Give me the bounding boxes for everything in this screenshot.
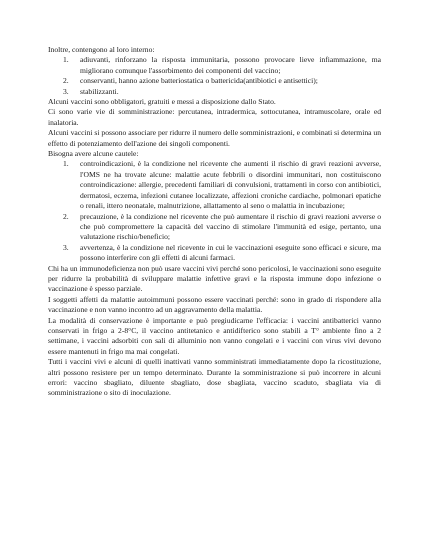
autoimmune-paragraph: I soggetti affetti da malattie autoimmuni possono essere vaccinati perché: sono in grado di rispondere alla vaccinazione e non vanno incontro ad un aggravamento della malattia. <box>48 294 381 315</box>
components-list <box>48 55 381 97</box>
list-item <box>63 76 381 86</box>
list-item-number: 2. <box>63 76 69 86</box>
list-item-text: adiuvanti, rinforzano la risposta immunitaria, possono provocare lieve infiammazione, ma migliorano comunque l'assorbimento dei componenti del vaccino; <box>80 55 381 75</box>
cautions-list <box>48 159 381 263</box>
mandatory-vaccines-paragraph: Alcuni vaccini sono obbligatori, gratuiti e messi a disposizione dallo Stato. <box>48 97 276 107</box>
cautions-intro-paragraph: Bisogna avere alcune cautele: <box>48 149 139 159</box>
immunodeficiency-paragraph: Chi ha un immunodeficienza non può usare vaccini vivi perché sono pericolosi, le vaccinazioni sono eseguite per ridurre la probabilità di sviluppare malattie infettive gravi e la risposta immune dopo infezione o vaccinazione è spesso parziale. <box>48 263 381 294</box>
intro-paragraph: Inoltre, contengono al loro interno: <box>48 45 155 54</box>
list-item <box>63 86 381 97</box>
list-item-number: 3. <box>63 242 69 252</box>
list-item-text: conservanti, hanno azione batteriostatica o battericida(antibiotici e antisettici); <box>80 76 318 86</box>
document-page <box>48 45 381 399</box>
list-item-text: precauzione, è la condizione nel ricevente che può aumentare il rischio di gravi reazioni avverse o che può compromettere la capacità del vaccino di stimolare l'immunità ed esige, pertanto, una valutazione rischio/beneficio; <box>80 211 381 242</box>
list-item-number: 3. <box>63 86 69 96</box>
combination-paragraph: Alcuni vaccini si possono associare per ridurre il numero delle somministrazioni, e combinati si determina un effetto di potenziamento dell'azione dei singoli componenti. <box>48 128 381 148</box>
list-item-number: 1. <box>63 55 69 65</box>
list-item-number: 1. <box>63 159 69 169</box>
list-item <box>63 159 381 211</box>
list-item-text: avvertenza, è la condizione nel ricevente in cui le vaccinazioni eseguite sono efficaci e sicure, ma possono interferire con gli effetti di alcuni farmaci. <box>80 242 381 263</box>
administration-routes-paragraph: Ci sono varie vie di somministrazione: percutanea, intradermica, sottocutanea, intramuscolare, orale ed inalatoria. <box>48 107 381 127</box>
storage-paragraph: La modalità di conservazione è importante e può pregiudicarne l'efficacia: i vaccini antibatterici vanno conservati in frigo a 2-8°C, il vaccino antitetanico e antidifterico sono stabili a T° ambiente fino a 2 settimane, i vaccini adsorbiti con sali di alluminio non vanno congelati e i vaccini con virus vivi devono essere mantenuti in frigo ma mai congelati. <box>48 315 381 356</box>
reconstitution-paragraph: Tutti i vaccini vivi e alcuni di quelli inattivati vanno somministrati immediatamente dopo la ricostituzione, altri possono resistere per un tempo determinato. Durante la somministrazione si può incorrere in alcuni errori: vaccino sbagliato, diluente sbagliato, dose sbagliata, vaccino scaduto, sbagliata via di somministrazione o sito di inoculazione. <box>48 357 381 398</box>
list-item <box>63 242 381 264</box>
list-item-text: stabilizzanti. <box>80 86 119 96</box>
list-item <box>63 211 381 243</box>
list-item-text: controindicazioni, è la condizione nel ricevente che aumenti il rischio di gravi reazioni avverse, l'OMS ne ha trovate alcune: malattie acute febbrili o disordini immunitari, non costituiscono controindicazione: allergie, precedenti familiari di convulsioni, trattamenti in corso con antibiotici, dermatosi, eczema, infezioni cutanee localizzate, affezioni croniche cardiache, polmonari epatiche o renali, ittero neonatale, malnutrizione, allattamento al seno o malattia in incubazione; <box>80 159 381 211</box>
list-item <box>63 55 381 76</box>
list-item-number: 2. <box>63 211 69 221</box>
